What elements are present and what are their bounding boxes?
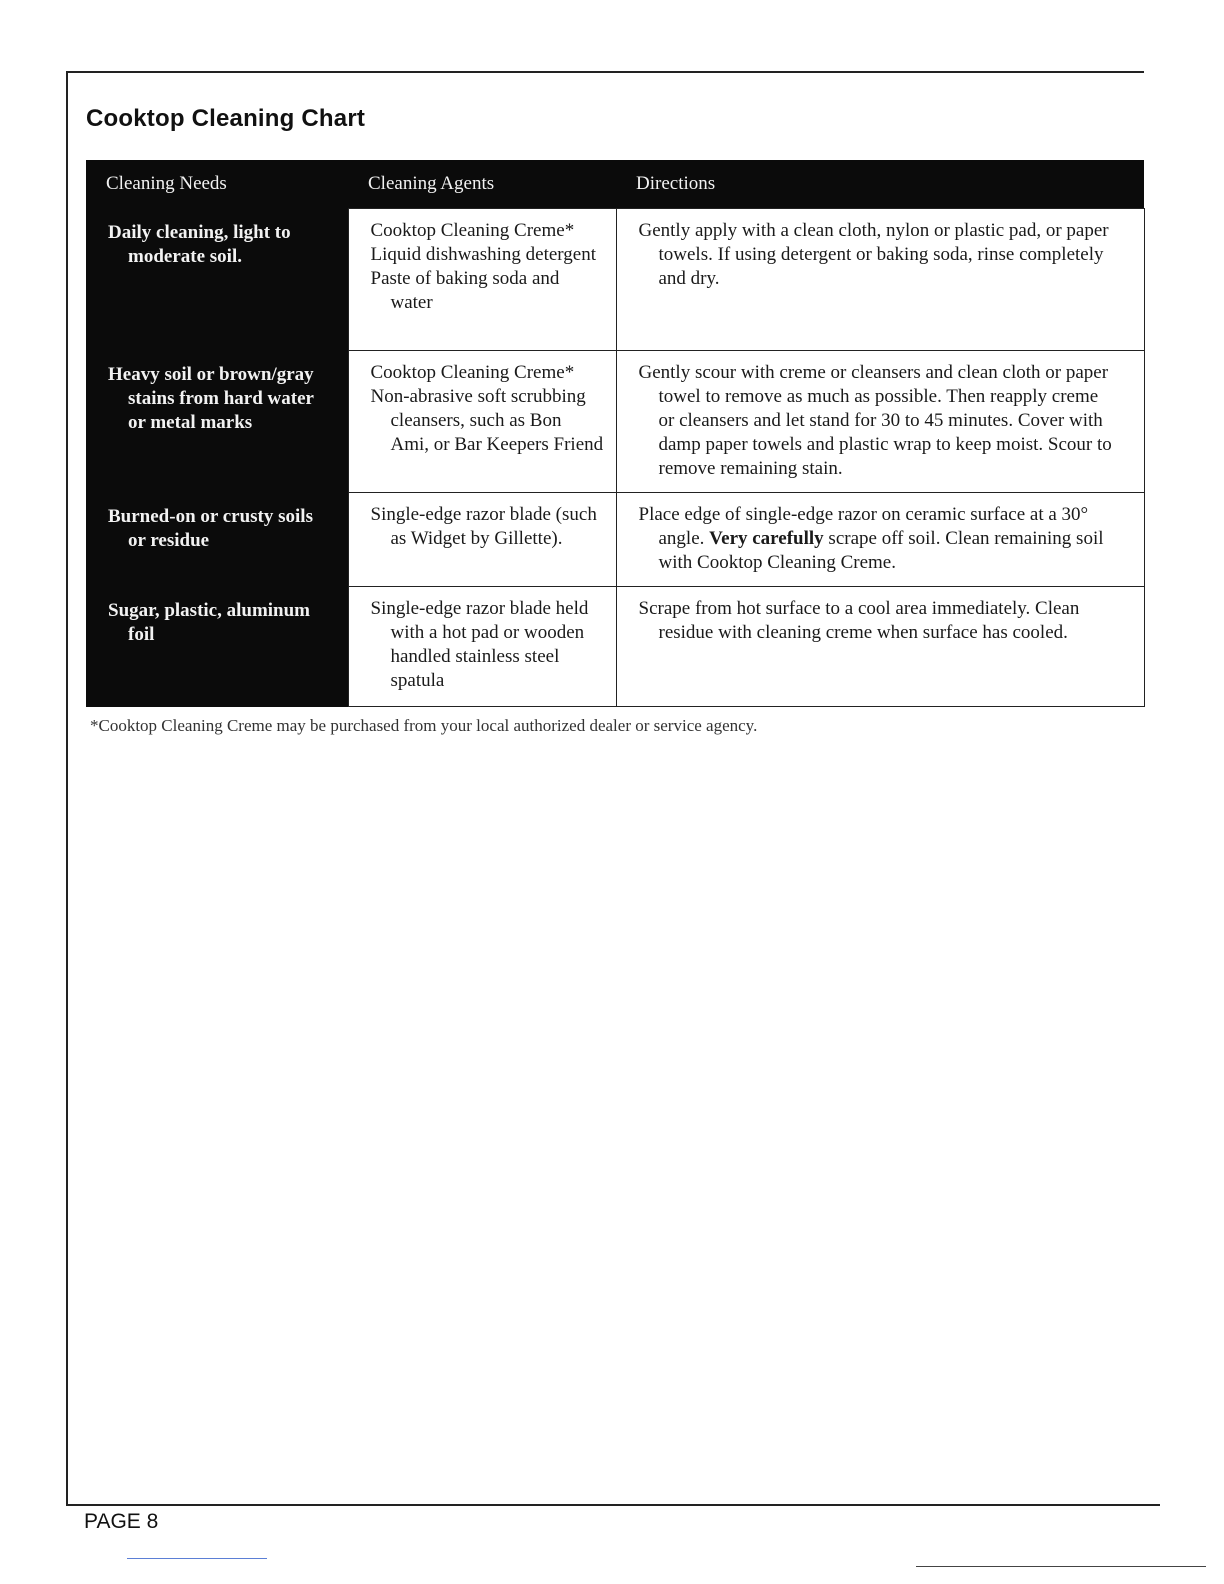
cleaning-need-cell [86,209,348,351]
page-number: PAGE 8 [84,1510,159,1533]
cleaning-agent: Cooktop Cleaning Creme* [370,362,575,383]
cleaning-agents-cell [348,587,616,707]
cleaning-need-cell [86,351,348,493]
directions-text [639,503,1114,575]
table-header-row [86,160,1144,209]
cleaning-agent: Paste of baking soda and water [370,268,560,313]
directions-text: Gently apply with a clean cloth, nylon or plastic pad, or paper towels. If using detergent or baking soda, rinse completely and dry. [638,220,1109,289]
header-cleaning-agents: Cleaning Agents [348,160,616,209]
scan-mark [916,1566,1206,1567]
directions-text: Scrape from hot surface to a cool area immediately. Clean residue with cleaning creme when surface has cooled. [638,598,1080,643]
header-directions: Directions [616,160,1144,209]
cleaning-agent: Non-abrasive soft scrubbing cleansers, such as Bon Ami, or Bar Keepers Friend [370,386,604,455]
bottom-rule [66,1504,1160,1506]
cleaning-chart [86,160,1144,707]
cleaning-table [86,160,1145,707]
top-rule [66,71,1144,73]
cleaning-agent: Single-edge razor blade (such as Widget by Gillette). [370,504,597,549]
table-row [86,493,1144,587]
cleaning-agents-cell [348,209,616,351]
header-cleaning-needs: Cleaning Needs [86,160,348,209]
directions-text: Gently scour with creme or cleansers and clean cloth or paper towel to remove as much as possible. Then reapply creme or cleansers and let stand for 30 to 45 minutes. Cover with damp paper towels and plastic wrap to keep moist. Scour to remove remaining stain. [638,362,1112,479]
table-row [86,587,1144,707]
directions-cell [616,493,1144,587]
cleaning-agent: Liquid dishwashing detergent [370,244,597,265]
cleaning-need: Burned-on or crusty soils or residue [108,505,313,551]
cleaning-agents-cell [348,351,616,493]
directions-cell [616,587,1144,707]
page-title: Cooktop Cleaning Chart [86,105,366,132]
cleaning-need: Heavy soil or brown/gray stains from hard water or metal marks [108,363,314,433]
directions-cell [616,351,1144,493]
left-rule [66,72,68,1506]
footnote: *Cooktop Cleaning Creme may be purchased from your local authorized dealer or service agency. [90,716,758,735]
table-row [86,209,1144,351]
directions-text-start: Place edge of single-edge razor on ceramic surface at a 30° angle. [638,504,1089,549]
cleaning-agents-cell [348,493,616,587]
directions-emphasis: Very carefully [709,528,824,549]
cleaning-need-cell [86,587,348,707]
cleaning-need-cell [86,493,348,587]
cleaning-need: Sugar, plastic, aluminum foil [108,599,311,645]
table-row [86,351,1144,493]
directions-cell [616,209,1144,351]
cleaning-agent: Cooktop Cleaning Creme* [370,220,575,241]
directions-text-end: scrape off soil. Clean remaining soil with Cooktop Cleaning Creme. [658,528,1104,573]
cleaning-agent: Single-edge razor blade held with a hot pad or wooden handled stainless steel spatula [370,598,589,691]
cleaning-need: Daily cleaning, light to moderate soil. [108,221,291,267]
scan-mark [127,1558,267,1559]
